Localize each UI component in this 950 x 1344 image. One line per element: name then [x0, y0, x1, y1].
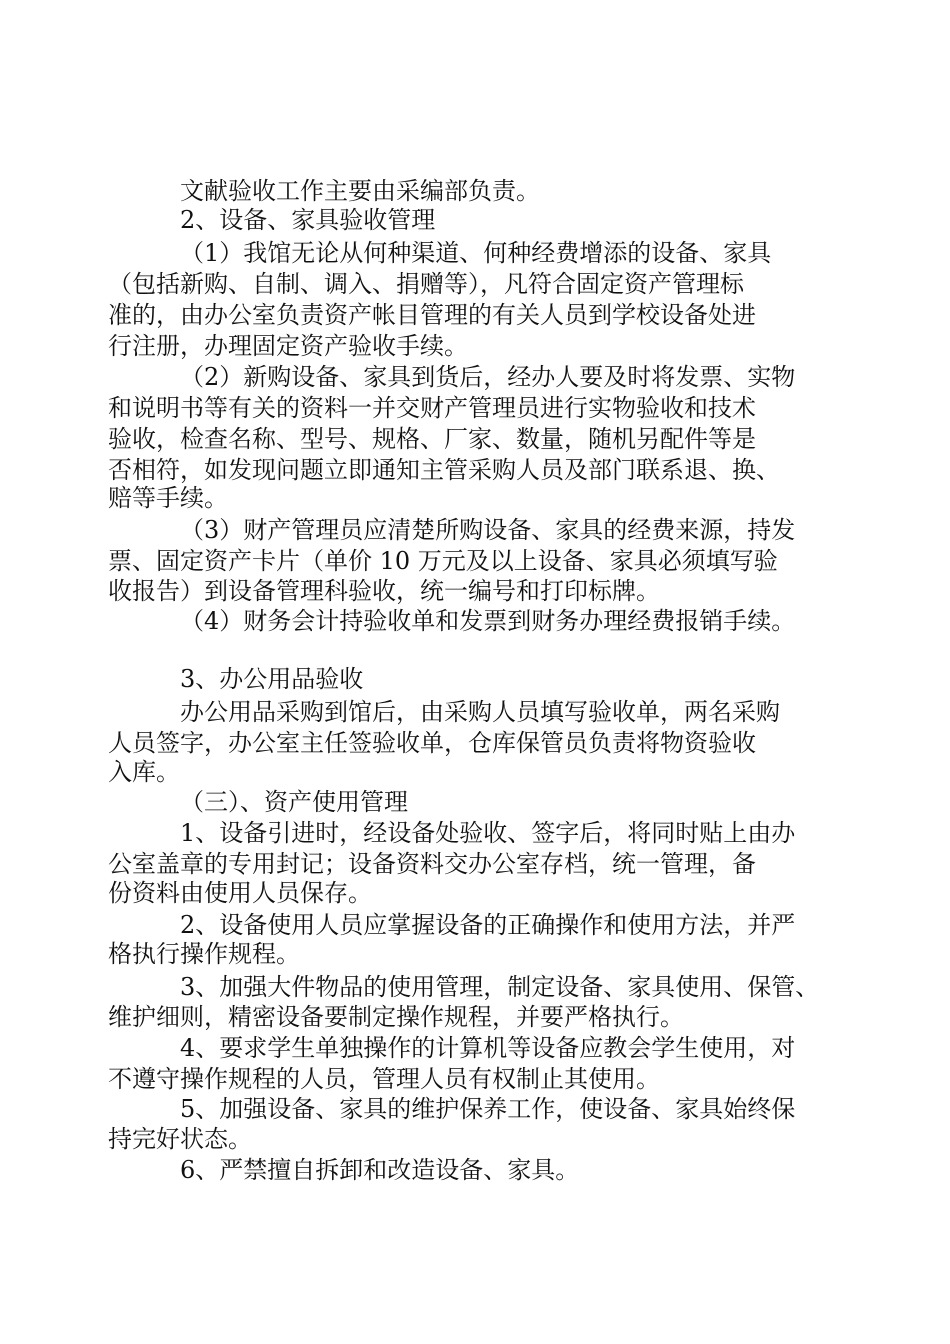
text-line: 和说明书等有关的资料一并交财产管理员进行实物验收和技术: [108, 394, 756, 422]
text-line: 不遵守操作规程的人员，管理人员有权制止其使用。: [108, 1065, 660, 1093]
text-line: 赔等手续。: [108, 484, 228, 512]
text-line: 2、设备使用人员应掌握设备的正确操作和使用方法，并严: [180, 911, 796, 939]
text-line: 验收，检查名称、型号、规格、厂家、数量，随机另配件等是: [108, 425, 756, 453]
text-line: 格执行操作规程。: [108, 940, 300, 968]
text-line: 3、加强大件物品的使用管理，制定设备、家具使用、保管、: [180, 973, 820, 1001]
text-line: 人员签字，办公室主任签验收单，仓库保管员负责将物资验收: [108, 729, 756, 757]
text-line: 入库。: [108, 758, 180, 786]
text-line: 6、严禁擅自拆卸和改造设备、家具。: [180, 1156, 580, 1184]
text-line: 准的，由办公室负责资产帐目管理的有关人员到学校设备处进: [108, 301, 756, 329]
section-heading: （三）、资产使用管理: [180, 788, 408, 816]
text-line: 4、要求学生单独操作的计算机等设备应教会学生使用，对: [180, 1034, 796, 1062]
text-line: （包括新购、自制、调入、捐赠等），凡符合固定资产管理标: [108, 270, 744, 298]
text-line: 维护细则，精密设备要制定操作规程，并要严格执行。: [108, 1003, 684, 1031]
text-line: 公室盖章的专用封记；设备资料交办公室存档，统一管理，备: [108, 850, 756, 878]
text-line: 份资料由使用人员保存。: [108, 879, 372, 907]
text-line: （1）我馆无论从何种渠道、何种经费增添的设备、家具: [180, 239, 772, 267]
text-line: 5、加强设备、家具的维护保养工作，使设备、家具始终保: [180, 1095, 796, 1123]
text-line: （3）财产管理员应清楚所购设备、家具的经费来源，持发: [180, 516, 796, 544]
text-line: （2）新购设备、家具到货后，经办人要及时将发票、实物: [180, 363, 796, 391]
section-heading: 2、设备、家具验收管理: [180, 206, 436, 234]
text-line: （4）财务会计持验收单和发票到财务办理经费报销手续。: [180, 607, 796, 635]
text-line: 收报告）到设备管理科验收，统一编号和打印标牌。: [108, 577, 660, 605]
section-heading: 3、办公用品验收: [180, 665, 364, 693]
text-line: 行注册，办理固定资产验收手续。: [108, 332, 468, 360]
text-line: 持完好状态。: [108, 1125, 252, 1153]
text-line: 文献验收工作主要由采编部负责。: [180, 177, 540, 205]
text-line: 办公用品采购到馆后，由采购人员填写验收单，两名采购: [180, 698, 780, 726]
text-line: 1、设备引进时，经设备处验收、签字后，将同时贴上由办: [180, 819, 796, 847]
text-line: 否相符，如发现问题立即通知主管采购人员及部门联系退、换、: [108, 456, 780, 484]
text-line: 票、固定资产卡片（单价 10 万元及以上设备、家具必须填写验: [108, 547, 778, 575]
